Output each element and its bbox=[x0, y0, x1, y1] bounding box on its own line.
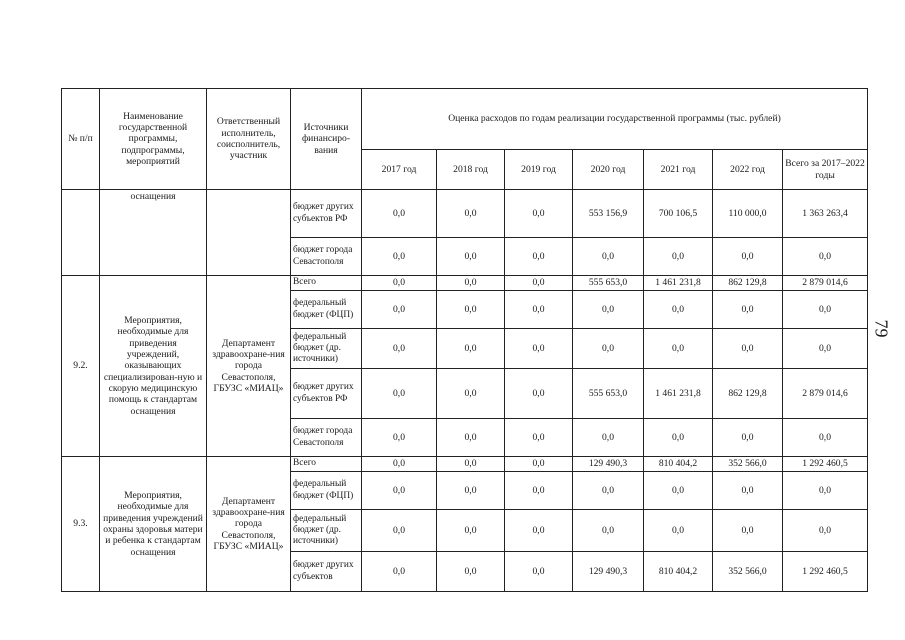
source-label: федеральный бюджет (др. источники) bbox=[291, 510, 362, 552]
value-cell: 555 653,0 bbox=[573, 369, 644, 419]
value-cell: 0,0 bbox=[783, 238, 868, 276]
source-label: федеральный бюджет (др. источники) bbox=[291, 329, 362, 369]
value-cell: 0,0 bbox=[505, 457, 573, 472]
source-label: федеральный бюджет (ФЦП) bbox=[291, 291, 362, 329]
value-cell: 0,0 bbox=[713, 510, 783, 552]
value-cell: 0,0 bbox=[362, 291, 437, 329]
value-cell: 0,0 bbox=[644, 472, 713, 510]
header-responsible: Ответственный исполнитель, соисполнитель, участник bbox=[207, 89, 291, 190]
value-cell: 810 404,2 bbox=[644, 552, 713, 592]
value-cell: 810 404,2 bbox=[644, 457, 713, 472]
value-cell: 0,0 bbox=[505, 510, 573, 552]
value-cell: 0,0 bbox=[573, 472, 644, 510]
value-cell: 0,0 bbox=[783, 472, 868, 510]
value-cell: 2 879 014,6 bbox=[783, 276, 868, 291]
value-cell: 0,0 bbox=[505, 291, 573, 329]
value-cell: 0,0 bbox=[437, 291, 505, 329]
value-cell: 0,0 bbox=[362, 419, 437, 457]
item-num: 9.3. bbox=[62, 457, 100, 592]
value-cell: 0,0 bbox=[783, 291, 868, 329]
source-label: бюджет других субъектов bbox=[291, 552, 362, 592]
value-cell: 1 292 460,5 bbox=[783, 457, 868, 472]
item-name: оснащения bbox=[100, 190, 207, 276]
value-cell: 0,0 bbox=[437, 419, 505, 457]
table-row bbox=[62, 457, 868, 472]
value-cell: 0,0 bbox=[783, 419, 868, 457]
value-cell: 0,0 bbox=[713, 238, 783, 276]
value-cell: 0,0 bbox=[437, 472, 505, 510]
header-year: 2017 год bbox=[362, 150, 437, 190]
value-cell: 0,0 bbox=[362, 190, 437, 238]
value-cell: 0,0 bbox=[362, 238, 437, 276]
value-cell: 129 490,3 bbox=[573, 457, 644, 472]
value-cell: 1 461 231,8 bbox=[644, 369, 713, 419]
header-num: № п/п bbox=[62, 89, 100, 190]
value-cell: 0,0 bbox=[644, 510, 713, 552]
header-sources: Источники финансиро-вания bbox=[291, 89, 362, 190]
header-total: Всего за 2017–2022 годы bbox=[783, 150, 868, 190]
value-cell: 0,0 bbox=[505, 276, 573, 291]
value-cell: 1 363 263,4 bbox=[783, 190, 868, 238]
value-cell: 0,0 bbox=[573, 238, 644, 276]
value-cell: 0,0 bbox=[362, 552, 437, 592]
budget-table bbox=[61, 88, 868, 592]
value-cell: 0,0 bbox=[362, 472, 437, 510]
value-cell: 0,0 bbox=[505, 419, 573, 457]
item-responsible bbox=[207, 190, 291, 276]
table-row bbox=[62, 276, 868, 291]
value-cell: 0,0 bbox=[573, 419, 644, 457]
value-cell: 1 461 231,8 bbox=[644, 276, 713, 291]
value-cell: 0,0 bbox=[713, 472, 783, 510]
value-cell: 555 653,0 bbox=[573, 276, 644, 291]
value-cell: 0,0 bbox=[437, 238, 505, 276]
header-year: 2020 год bbox=[573, 150, 644, 190]
value-cell: 0,0 bbox=[437, 329, 505, 369]
source-label: Всего bbox=[291, 276, 362, 291]
source-label: бюджет города Севастополя bbox=[291, 419, 362, 457]
value-cell: 352 566,0 bbox=[713, 552, 783, 592]
source-label: бюджет других субъектов РФ bbox=[291, 369, 362, 419]
item-num: 9.2. bbox=[62, 276, 100, 457]
value-cell: 0,0 bbox=[437, 457, 505, 472]
value-cell: 862 129,8 bbox=[713, 369, 783, 419]
value-cell: 0,0 bbox=[783, 510, 868, 552]
value-cell: 0,0 bbox=[362, 510, 437, 552]
value-cell: 0,0 bbox=[505, 238, 573, 276]
page-number: 79 bbox=[871, 319, 892, 338]
value-cell: 0,0 bbox=[362, 329, 437, 369]
value-cell: 0,0 bbox=[437, 552, 505, 592]
source-label: федеральный бюджет (ФЦП) bbox=[291, 472, 362, 510]
value-cell: 0,0 bbox=[713, 419, 783, 457]
value-cell: 0,0 bbox=[505, 552, 573, 592]
source-label: бюджет города Севастополя bbox=[291, 238, 362, 276]
item-responsible: Департамент здравоохране-ния города Севастополя, ГБУЗС «МИАЦ» bbox=[207, 276, 291, 457]
value-cell: 0,0 bbox=[362, 457, 437, 472]
header-year: 2018 год bbox=[437, 150, 505, 190]
value-cell: 700 106,5 bbox=[644, 190, 713, 238]
value-cell: 0,0 bbox=[437, 190, 505, 238]
value-cell: 0,0 bbox=[644, 419, 713, 457]
value-cell: 352 566,0 bbox=[713, 457, 783, 472]
value-cell: 0,0 bbox=[783, 329, 868, 369]
header-name: Наименование государственной программы, подпрограммы, мероприятий bbox=[100, 89, 207, 190]
item-responsible: Департамент здравоохране-ния города Севастополя, ГБУЗС «МИАЦ» bbox=[207, 457, 291, 592]
value-cell: 862 129,8 bbox=[713, 276, 783, 291]
value-cell: 2 879 014,6 bbox=[783, 369, 868, 419]
header-year: 2022 год bbox=[713, 150, 783, 190]
table-row bbox=[62, 190, 868, 238]
value-cell: 0,0 bbox=[573, 329, 644, 369]
item-name: Мероприятия, необходимые для приведения учреждений, оказывающих специализирован-ную и скорую медицинскую помощь к стандартам оснащения bbox=[100, 276, 207, 457]
value-cell: 0,0 bbox=[362, 369, 437, 419]
value-cell: 0,0 bbox=[573, 510, 644, 552]
source-label: Всего bbox=[291, 457, 362, 472]
value-cell: 0,0 bbox=[505, 369, 573, 419]
value-cell: 0,0 bbox=[644, 291, 713, 329]
value-cell: 0,0 bbox=[437, 276, 505, 291]
header-year: 2019 год bbox=[505, 150, 573, 190]
value-cell: 0,0 bbox=[362, 276, 437, 291]
value-cell: 0,0 bbox=[713, 291, 783, 329]
value-cell: 0,0 bbox=[505, 472, 573, 510]
value-cell: 553 156,9 bbox=[573, 190, 644, 238]
value-cell: 129 490,3 bbox=[573, 552, 644, 592]
item-name: Мероприятия, необходимые для приведения учреждений охраны здоровья матери и ребенка к стандартам оснащения bbox=[100, 457, 207, 592]
value-cell: 0,0 bbox=[713, 329, 783, 369]
header-year: 2021 год bbox=[644, 150, 713, 190]
value-cell: 0,0 bbox=[437, 510, 505, 552]
value-cell: 1 292 460,5 bbox=[783, 552, 868, 592]
source-label: бюджет других субъектов РФ bbox=[291, 190, 362, 238]
value-cell: 0,0 bbox=[505, 329, 573, 369]
cell-num bbox=[62, 190, 100, 276]
value-cell: 0,0 bbox=[573, 291, 644, 329]
header-estimate: Оценка расходов по годам реализации государственной программы (тыс. рублей) bbox=[362, 89, 868, 150]
value-cell: 0,0 bbox=[505, 190, 573, 238]
value-cell: 110 000,0 bbox=[713, 190, 783, 238]
value-cell: 0,0 bbox=[437, 369, 505, 419]
value-cell: 0,0 bbox=[644, 329, 713, 369]
value-cell: 0,0 bbox=[644, 238, 713, 276]
